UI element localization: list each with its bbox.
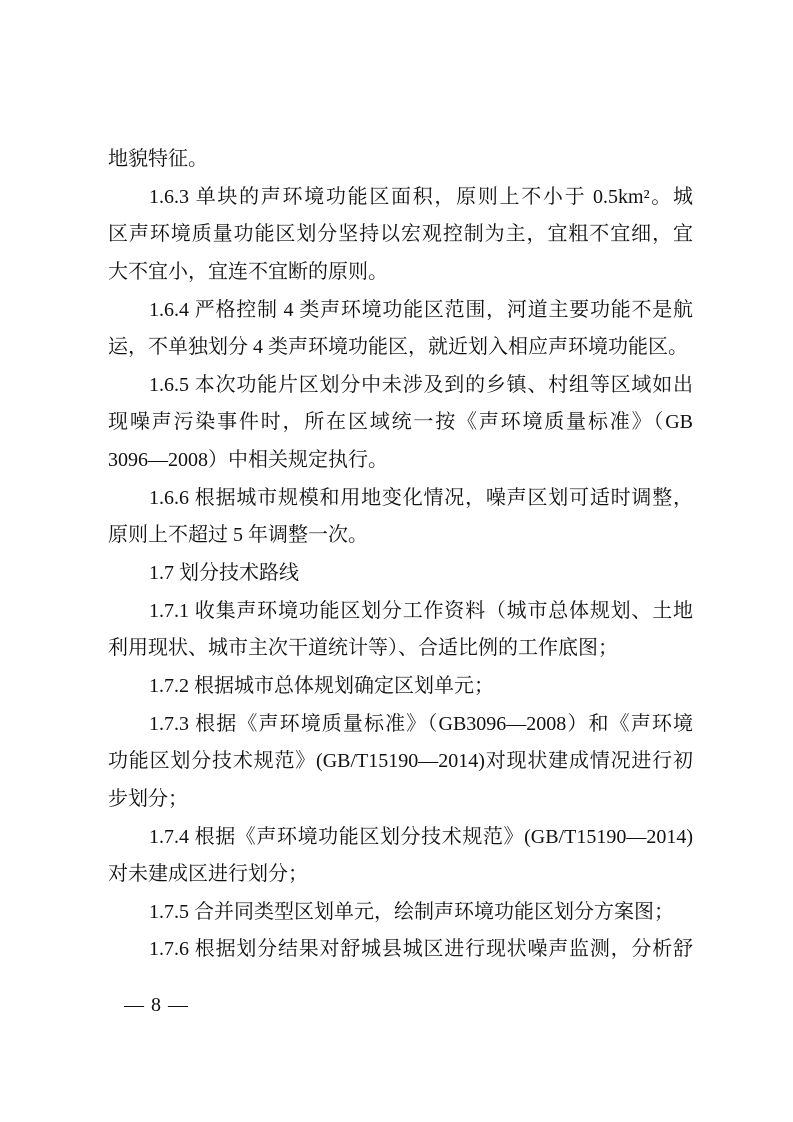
text-line: 1.7.4 根据《声环境功能区划分技术规范》(GB/T15190—2014) xyxy=(149,825,693,848)
text-line: 1.6.3 单块的声环境功能区面积，原则上不小于 0.5km²。城 xyxy=(149,185,693,208)
text-line: 1.7.1 收集声环境功能区划分工作资料（城市总体规划、土地 xyxy=(149,599,693,622)
text-line: 1.7.6 根据划分结果对舒城县城区进行现状噪声监测，分析舒 xyxy=(149,938,693,961)
paragraph-1-7-6 xyxy=(108,931,693,969)
text-line: 地貌特征。 xyxy=(108,148,208,170)
text-line: 3096—2008）中相关规定执行。 xyxy=(108,449,388,472)
text-line: 1.6.4 严格控制 4 类声环境功能区范围，河道主要功能不是航 xyxy=(149,298,693,321)
text-line: 原则上不超过 5 年调整一次。 xyxy=(108,524,368,547)
page-number: — 8 — xyxy=(124,994,189,1016)
text-line: 1.6.6 根据城市规模和用地变化情况，噪声区划可适时调整， xyxy=(149,486,693,509)
paragraph-1-7-1 xyxy=(108,593,693,668)
text-line: 1.7.2 根据城市总体规划确定区划单元； xyxy=(149,674,494,697)
paragraph-1-6-4 xyxy=(108,292,693,367)
paragraph-1-6-5 xyxy=(108,367,693,480)
text-line: 1.6.5 本次功能片区划分中未涉及到的乡镇、村组等区域如出 xyxy=(149,373,693,396)
section-heading: 1.7 划分技术路线 xyxy=(149,562,299,585)
paragraph-1-7-2 xyxy=(108,668,693,706)
paragraph-continuation xyxy=(108,141,693,179)
paragraph-1-6-6 xyxy=(108,480,693,555)
paragraph-1-7-4 xyxy=(108,819,693,894)
paragraph-1-7-3 xyxy=(108,706,693,819)
text-line: 区声环境质量功能区划分坚持以宏观控制为主，宜粗不宜细，宜 xyxy=(108,223,693,246)
text-line: 对未建成区进行划分； xyxy=(108,863,308,886)
text-line: 现噪声污染事件时，所在区域统一按《声环境质量标准》（GB xyxy=(108,411,693,434)
paragraph-1-7-5 xyxy=(108,894,693,932)
text-line: 运，不单独划分 4 类声环境功能区，就近划入相应声环境功能区。 xyxy=(108,336,688,359)
paragraph-1-6-3 xyxy=(108,179,693,292)
text-line: 大不宜小，宜连不宜断的原则。 xyxy=(108,260,388,283)
text-line: 步划分； xyxy=(108,787,188,810)
text-line: 功能区划分技术规范》(GB/T15190—2014)对现状建成情况进行初 xyxy=(108,750,693,773)
text-line: 利用现状、城市主次干道统计等）、合适比例的工作底图； xyxy=(108,637,618,660)
text-line: 1.7.3 根据《声环境质量标准》（GB3096—2008）和《声环境 xyxy=(149,712,693,735)
body-text xyxy=(108,141,693,969)
text-line: 1.7.5 合并同类型区划单元，绘制声环境功能区划分方案图； xyxy=(149,900,674,923)
section-heading-1-7 xyxy=(108,555,693,593)
